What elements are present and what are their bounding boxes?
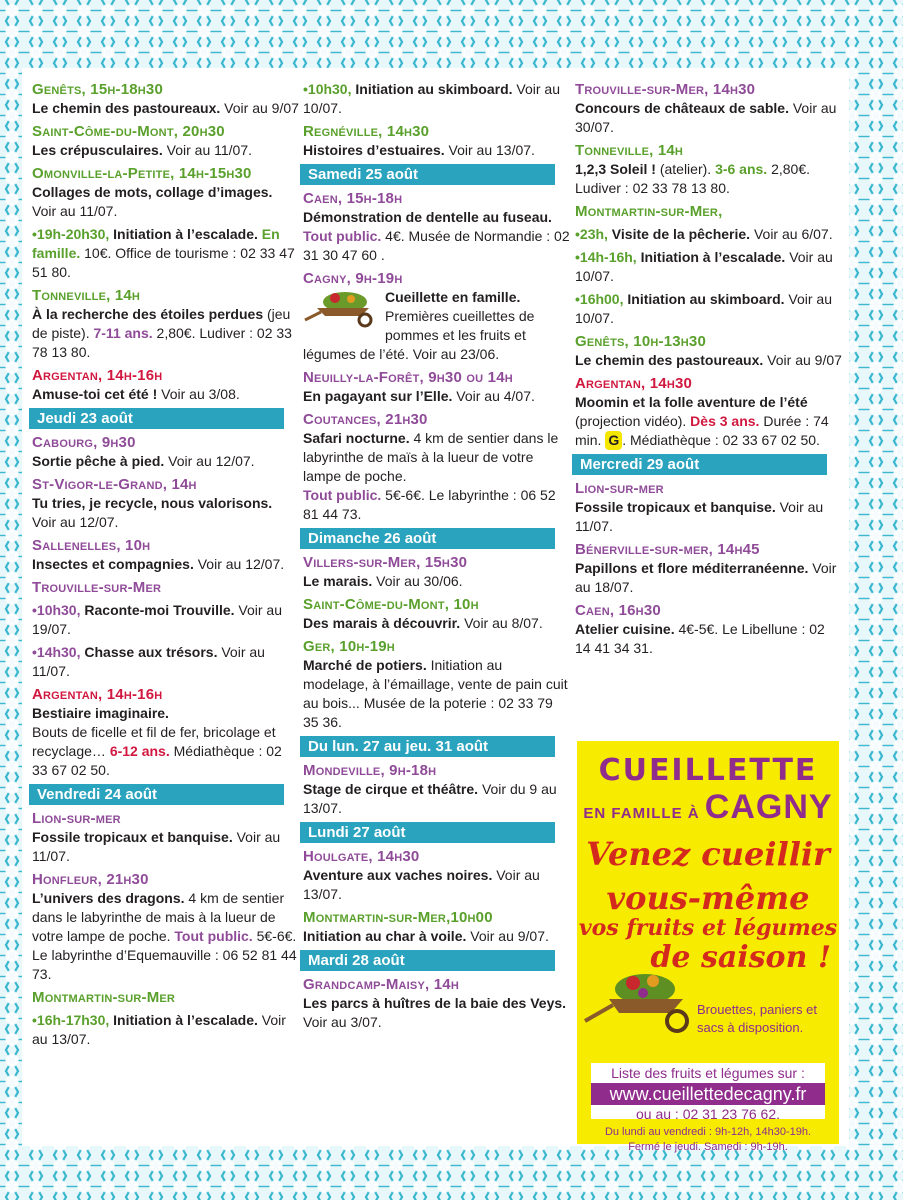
event-place: Neuilly-la-Forêt, 9h30 ou 14h	[303, 369, 513, 386]
date-header: Lundi 27 août	[300, 822, 555, 843]
event-age: 7-11 ans.	[93, 325, 153, 341]
event-title: Moomin et la folle aventure de l’été	[575, 394, 808, 410]
event-text: Durée : 74 min.	[575, 413, 829, 448]
event-title: Visite de la pêcherie.	[607, 226, 751, 242]
event-text: (jeu de piste).	[32, 306, 291, 341]
event-text: Voir au 11/07.	[32, 644, 265, 679]
event-argentan-moomin	[575, 374, 843, 450]
event-cabourg	[32, 433, 300, 471]
event-title: Fossile tropicaux et banquise.	[575, 499, 776, 515]
date-header: Jeudi 23 août	[29, 408, 284, 429]
event-text: (atelier).	[655, 161, 716, 177]
event-place: Villers-sur-Mer, 15h30	[303, 554, 468, 571]
event-argentan-bestiaire	[32, 685, 300, 780]
event-text: 5€-6€. Le labyrinthe d’Equemauville : 06 52 81 44 73.	[32, 928, 297, 982]
event-time: •19h-20h30,	[32, 226, 110, 242]
event-text: Voir au 13/07.	[32, 1012, 286, 1047]
event-text: (projection vidéo).	[575, 413, 691, 429]
event-place: Saint-Côme-du-Mont, 10h	[303, 596, 479, 613]
event-title: 1,2,3 Soleil !	[575, 161, 656, 177]
event-place: Argentan, 14h-16h	[32, 367, 163, 384]
event-montmartin-3	[575, 202, 843, 221]
event-place: Coutances, 21h30	[303, 411, 428, 428]
event-text: Bouts de ficelle et fil de fer, bricolage et recyclage…	[32, 724, 276, 759]
event-text: . Médiathèque : 02 33 67 02 50.	[622, 432, 820, 448]
ad-hours-weekdays: Du lundi au vendredi : 9h-12h, 14h30-19h.	[604, 1126, 812, 1138]
event-escalade-3	[575, 248, 843, 286]
event-title: Cueillette en famille.	[385, 289, 521, 305]
event-place: Mondeville, 9h-18h	[303, 762, 437, 779]
event-caen-cuisine	[575, 601, 843, 658]
column-3	[575, 80, 843, 662]
event-text: Voir au 8/07.	[460, 615, 543, 631]
ad-contact-box	[591, 1063, 825, 1122]
event-time: •16h00,	[575, 291, 624, 307]
event-place: Genêts, 15h-18h30	[32, 81, 164, 98]
event-place: Montmartin-sur-Mer,	[575, 203, 723, 220]
event-title: Tu tries, je recycle, nous valorisons.	[32, 495, 273, 511]
event-st-vigor	[32, 475, 300, 532]
event-text: Voir au 12/07.	[32, 514, 119, 530]
date-header: Du lun. 27 au jeu. 31 août	[300, 736, 555, 757]
event-time: •10h30,	[32, 602, 81, 618]
ad-slogan-2: vous-même	[606, 879, 810, 917]
event-place: Argentan, 14h30	[575, 375, 693, 392]
event-sallenelles	[32, 536, 300, 574]
event-place: Honfleur, 21h30	[32, 871, 149, 888]
event-argentan	[32, 366, 300, 404]
event-text: Voir au 13/07.	[444, 142, 535, 158]
event-place: Argentan, 14h-16h	[32, 686, 163, 703]
date-header: Mercredi 29 août	[572, 454, 827, 475]
event-title: Initiation à l’escalade.	[109, 226, 258, 242]
event-text: 5€-6€. Le labyrinthe : 06 52 81 44 73.	[303, 487, 556, 522]
event-title: En pagayant sur l’Elle.	[303, 388, 453, 404]
event-trouville-1	[32, 601, 300, 639]
ad-slogan-3: vos fruits et légumes	[578, 915, 838, 941]
event-audience: En famille.	[32, 226, 280, 261]
event-text: Voir au 4/07.	[452, 388, 535, 404]
ad-slogan-4: de saison !	[650, 940, 831, 975]
event-place: Trouville-sur-Mer, 14h30	[575, 81, 756, 98]
event-title: Les parcs à huîtres de la baie des Veys.	[303, 995, 567, 1011]
event-text: Voir au 3/08.	[157, 386, 240, 402]
event-audience: Tout public.	[174, 928, 253, 944]
event-title: Des marais à découvrir.	[303, 615, 461, 631]
ad-hours-weekend: Fermé le jeudi. Samedi : 9h-19h.	[628, 1141, 788, 1153]
event-place: Regnéville, 14h30	[303, 123, 430, 140]
date-header: Mardi 28 août	[300, 950, 555, 971]
event-text: Voir au 19/07.	[32, 602, 283, 637]
event-title: Concours de châteaux de sable.	[575, 100, 789, 116]
event-title: À la recherche des étoiles perdues	[32, 306, 264, 322]
event-title: Bestiaire imaginaire.	[32, 705, 169, 721]
event-caen	[303, 189, 571, 265]
event-title: Initiation à l’escalade.	[636, 249, 786, 265]
event-place: Genêts, 10h-13h30	[575, 333, 707, 350]
event-place: Grandcamp-Maisy, 14h	[303, 976, 459, 993]
event-neuilly	[303, 368, 571, 406]
event-place: Cagny, 9h-19h	[303, 270, 403, 287]
event-grandcamp	[303, 975, 571, 1032]
event-time: •10h30,	[303, 81, 352, 97]
event-text: Voir au 11/07.	[32, 829, 281, 864]
event-title: Collages de mots, collage d’images.	[32, 184, 273, 200]
event-place: Ger, 10h-19h	[303, 638, 395, 655]
event-text: Voir au 10/07.	[303, 81, 561, 116]
event-title: Initiation à l’escalade.	[109, 1012, 258, 1028]
event-place: Tonneville, 14h	[575, 142, 684, 159]
event-text: Voir au 12/07.	[164, 453, 255, 469]
event-title: Le marais.	[303, 573, 373, 589]
event-text: Voir au 10/07.	[575, 249, 833, 284]
event-title: Aventure aux vaches noires.	[303, 867, 493, 883]
event-text: Voir au 9/07.	[466, 928, 549, 944]
event-text: Voir au 10/07.	[575, 291, 833, 326]
event-honfleur	[32, 870, 300, 984]
event-omonville	[32, 164, 300, 221]
event-ger	[303, 637, 571, 732]
event-text: Voir au 30/07.	[575, 100, 837, 135]
event-skimboard-3	[575, 290, 843, 328]
event-place: Bénerville-sur-mer, 14h45	[575, 541, 760, 558]
column-1	[32, 80, 300, 1053]
g-rating-badge: G	[605, 431, 622, 450]
event-montmartin	[32, 988, 300, 1007]
event-title: Insectes et compagnies.	[32, 556, 194, 572]
event-text: Voir au 6/07.	[750, 226, 833, 242]
event-place: Cabourg, 9h30	[32, 434, 136, 451]
event-text: 4 km de sentier dans le labyrinthe de mais à la lueur de votre lampe de poche.	[32, 890, 285, 944]
event-title: Papillons et flore méditerranéenne.	[575, 560, 809, 576]
event-text: 4 km de sentier dans le labyrinthe de maïs à la lueur de votre lampe de poche.	[303, 430, 559, 484]
event-text: Voir au 11/07.	[162, 142, 252, 158]
event-skimboard	[303, 80, 571, 118]
event-text: 10€. Office de tourisme : 02 33 47 51 80.	[32, 245, 295, 280]
event-text: Voir au 9/07	[763, 352, 842, 368]
event-text: Voir au 12/07.	[193, 556, 285, 572]
event-title: Le chemin des pastoureaux.	[32, 100, 221, 116]
wheelbarrow-icon	[303, 290, 381, 328]
event-trouville	[32, 578, 300, 597]
event-houlgate	[303, 847, 571, 904]
event-title: Démonstration de dentelle au fuseau.	[303, 209, 552, 225]
event-text: Voir du 9 au 13/07.	[303, 781, 557, 816]
event-lion	[32, 809, 300, 866]
event-audience: Tout public.	[303, 228, 382, 244]
event-place: Tonneville, 14h	[32, 287, 141, 304]
event-age: 3-6 ans.	[715, 161, 768, 177]
event-title: Amuse-toi cet été !	[32, 386, 158, 402]
event-time: •14h30,	[32, 644, 81, 660]
event-place: Caen, 16h30	[575, 602, 661, 619]
event-title: Initiation au char à voile.	[303, 928, 467, 944]
ad-subtitle	[577, 788, 839, 827]
event-title: Stage de cirque et théâtre.	[303, 781, 479, 797]
event-place: Lion-sur-mer	[575, 480, 664, 497]
event-title: Marché de potiers.	[303, 657, 427, 673]
event-tonneville	[32, 286, 300, 362]
event-title: L’univers des dragons.	[32, 890, 185, 906]
ad-subtitle-prefix: EN FAMILLE À	[583, 805, 700, 822]
wheelbarrow-icon	[583, 967, 703, 1037]
event-villers	[303, 553, 571, 591]
event-trouville-sable	[575, 80, 843, 137]
event-time: •23h,	[575, 226, 608, 242]
event-text: Voir au 3/07.	[303, 1014, 382, 1030]
event-place: Sallenelles, 10h	[32, 537, 151, 554]
event-text: 4€-5€. Le Libellune : 02 14 41 34 31.	[575, 621, 825, 656]
event-text: 4€. Musée de Normandie : 02 31 30 47 60 .	[303, 228, 570, 263]
event-place: Montmartin-sur-Mer,10h00	[303, 909, 493, 926]
event-genets	[32, 80, 300, 118]
date-header: Dimanche 26 août	[300, 528, 555, 549]
event-title: Safari nocturne.	[303, 430, 410, 446]
cueillette-advertisement	[577, 741, 839, 1153]
event-benerville	[575, 540, 843, 597]
event-title: Les crépusculaires.	[32, 142, 163, 158]
event-place: Montmartin-sur-Mer	[32, 989, 176, 1006]
event-title: Le chemin des pastoureaux.	[575, 352, 764, 368]
event-saint-come	[32, 122, 300, 160]
event-age: Dès 3 ans.	[690, 413, 760, 429]
ad-website-link[interactable]: www.cueillettedecagny.fr	[591, 1083, 825, 1105]
ad-note: Brouettes, paniers et sacs à disposition.	[697, 1002, 817, 1035]
event-title: Fossile tropicaux et banquise.	[32, 829, 233, 845]
column-2	[303, 80, 571, 1036]
event-title: Raconte-moi Trouville.	[80, 602, 235, 618]
event-text: Médiathèque : 02 33 67 02 50.	[32, 743, 282, 778]
ad-opening-hours	[577, 1125, 839, 1155]
date-header: Samedi 25 août	[300, 164, 555, 185]
ad-list-label: Liste des fruits et légumes sur :	[611, 1065, 805, 1081]
date-header: Vendredi 24 août	[29, 784, 284, 805]
event-place: Trouville-sur-Mer	[32, 579, 162, 596]
event-text: Voir au 30/06.	[372, 573, 463, 589]
event-title: Initiation au skimboard.	[351, 81, 513, 97]
event-title: Initiation au skimboard.	[623, 291, 785, 307]
event-text: Voir au 13/07.	[303, 867, 540, 902]
ad-town: CAGNY	[704, 788, 833, 826]
event-place: Omonville-la-Petite, 14h-15h30	[32, 165, 252, 182]
event-audience: Tout public.	[303, 487, 382, 503]
event-text: Premières cueillettes de pommes et les fruits et légumes de l’été. Voir au 23/06.	[303, 308, 535, 362]
ad-title: CUEILLETTE	[598, 753, 818, 788]
event-text: Voir au 9/07	[220, 100, 299, 116]
event-text: 2,80€. Ludiver : 02 33 78 13 80.	[575, 161, 811, 196]
event-title: Atelier cuisine.	[575, 621, 675, 637]
event-montmartin-char	[303, 908, 571, 946]
ad-phone: ou au : 02 31 23 76 62.	[635, 1106, 780, 1122]
event-title: Sortie pêche à pied.	[32, 453, 165, 469]
event-regneville	[303, 122, 571, 160]
event-montmartin-escalade	[32, 1011, 300, 1049]
event-text: Voir au 11/07.	[32, 203, 118, 219]
event-place: St-Vigor-le-Grand, 14h	[32, 476, 197, 493]
event-saint-come-2	[303, 595, 571, 633]
event-mondeville	[303, 761, 571, 818]
event-coutances	[303, 410, 571, 524]
event-lion-3	[575, 479, 843, 536]
event-text: Initiation au modelage, à l’émaillage, vente de pain cuit au bois... Musée de la poterie : 02 33 79 35 36.	[303, 657, 568, 730]
event-text: Voir au 11/07.	[575, 499, 824, 534]
event-text: Voir au 18/07.	[575, 560, 837, 595]
event-place: Saint-Côme-du-Mont, 20h30	[32, 123, 225, 140]
event-genets-3	[575, 332, 843, 370]
event-text: 2,80€. Ludiver : 02 33 78 13 80.	[32, 325, 292, 360]
event-place: Lion-sur-mer	[32, 810, 121, 827]
event-title: Chasse aux trésors.	[80, 644, 218, 660]
event-pecherie	[575, 225, 843, 244]
event-tonneville-soleil	[575, 141, 843, 198]
event-title: Histoires d’estuaires.	[303, 142, 445, 158]
event-place: Houlgate, 14h30	[303, 848, 420, 865]
event-trouville-2	[32, 643, 300, 681]
event-escalade	[32, 225, 300, 282]
event-time: •14h-16h,	[575, 249, 637, 265]
event-age: 6-12 ans.	[109, 743, 170, 759]
event-place: Caen, 15h-18h	[303, 190, 403, 207]
event-time: •16h-17h30,	[32, 1012, 110, 1028]
agenda-page	[22, 68, 849, 1153]
event-cagny	[303, 269, 571, 364]
ad-slogan-1: Venez cueillir	[586, 835, 830, 873]
